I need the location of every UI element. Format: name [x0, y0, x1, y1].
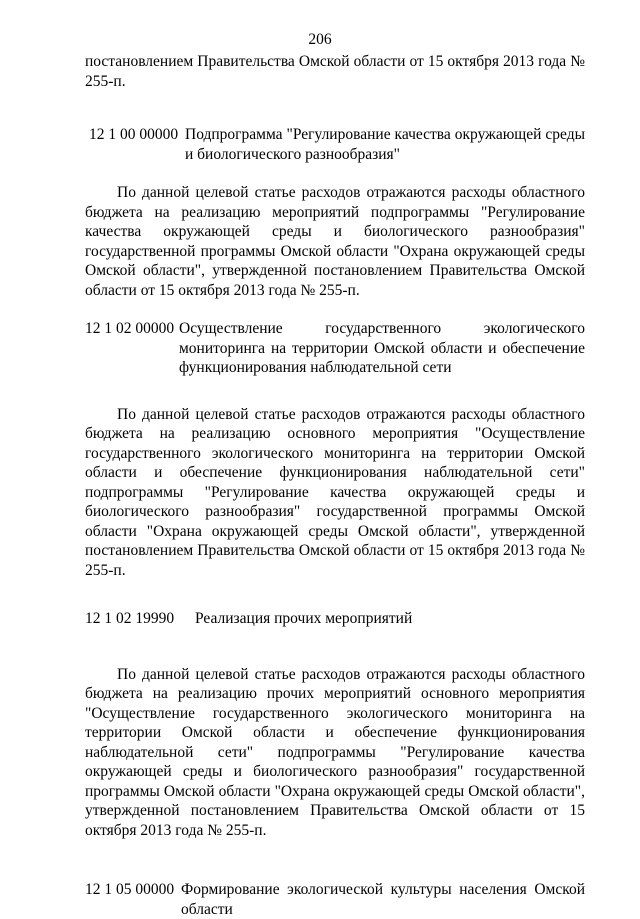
section-paragraph: По данной целевой статье расходов отражаются расходы областного бюджета на реализацию мероприятий подпрограммы "Регулирование качества окружающей среды и биологического разнообразия" государственной программы Омской области "Охрана окружающей среды Омской области", утвержденной постановлением Правительства Омской области от 15 октября 2013 года № 255-п. [85, 184, 585, 299]
section-code: 12 1 00 00000 [89, 126, 179, 143]
intro-paragraph: постановлением Правительства Омской области от 15 октября 2013 года № 255-п. [85, 53, 585, 90]
document-body [85, 52, 585, 919]
section-title: Формирование экологической культуры населения Омской области [181, 881, 585, 918]
section-title: Осуществление государственного экологического мониторинга на территории Омской области и обеспечение функционирования наблюдательной сети [179, 320, 585, 376]
section-paragraph: По данной целевой статье расходов отражаются расходы областного бюджета на реализацию основного мероприятия "Осуществление государственного экологического мониторинга на территории Омской области и обеспечение функционирования наблюдательной сети" подпрограммы "Регулирование качества окружающей среды и биологического разнообразия" государственной программы Омской области "Охрана окружающей среды Омской области", утвержденной постановлением Правительства Омской области от 15 октября 2013 года № 255-п. [85, 405, 585, 579]
section-paragraph: По данной целевой статье расходов отражаются расходы областного бюджета на реализацию прочих мероприятий основного мероприятия "Осуществление государственного экологического мониторинга на территории Омской области и обеспечение функционирования наблюдательной сети" подпрограммы "Регулирование качества окружающей среды и биологического разнообразия" государственной программы Омской области "Охрана окружающей среды Омской области", утвержденной постановлением Правительства Омской области от 15 октября 2013 года № 255-п. [85, 665, 585, 839]
section-heading-12-1-00 [85, 125, 585, 164]
section-code: 12 1 05 00000 [85, 881, 175, 898]
section-title: Подпрограмма "Регулирование качества окружающей среды и биологического разнообразия" [185, 126, 585, 163]
section-heading-12-1-02 [85, 319, 585, 378]
section-code: 12 1 02 19990 [85, 610, 175, 627]
section-heading-12-1-05 [85, 880, 585, 919]
section-title: Реализация прочих мероприятий [195, 610, 413, 627]
page-number: 206 [308, 31, 332, 48]
section-code: 12 1 02 00000 [85, 320, 175, 337]
section-heading-12-1-02-19990 [85, 609, 585, 629]
